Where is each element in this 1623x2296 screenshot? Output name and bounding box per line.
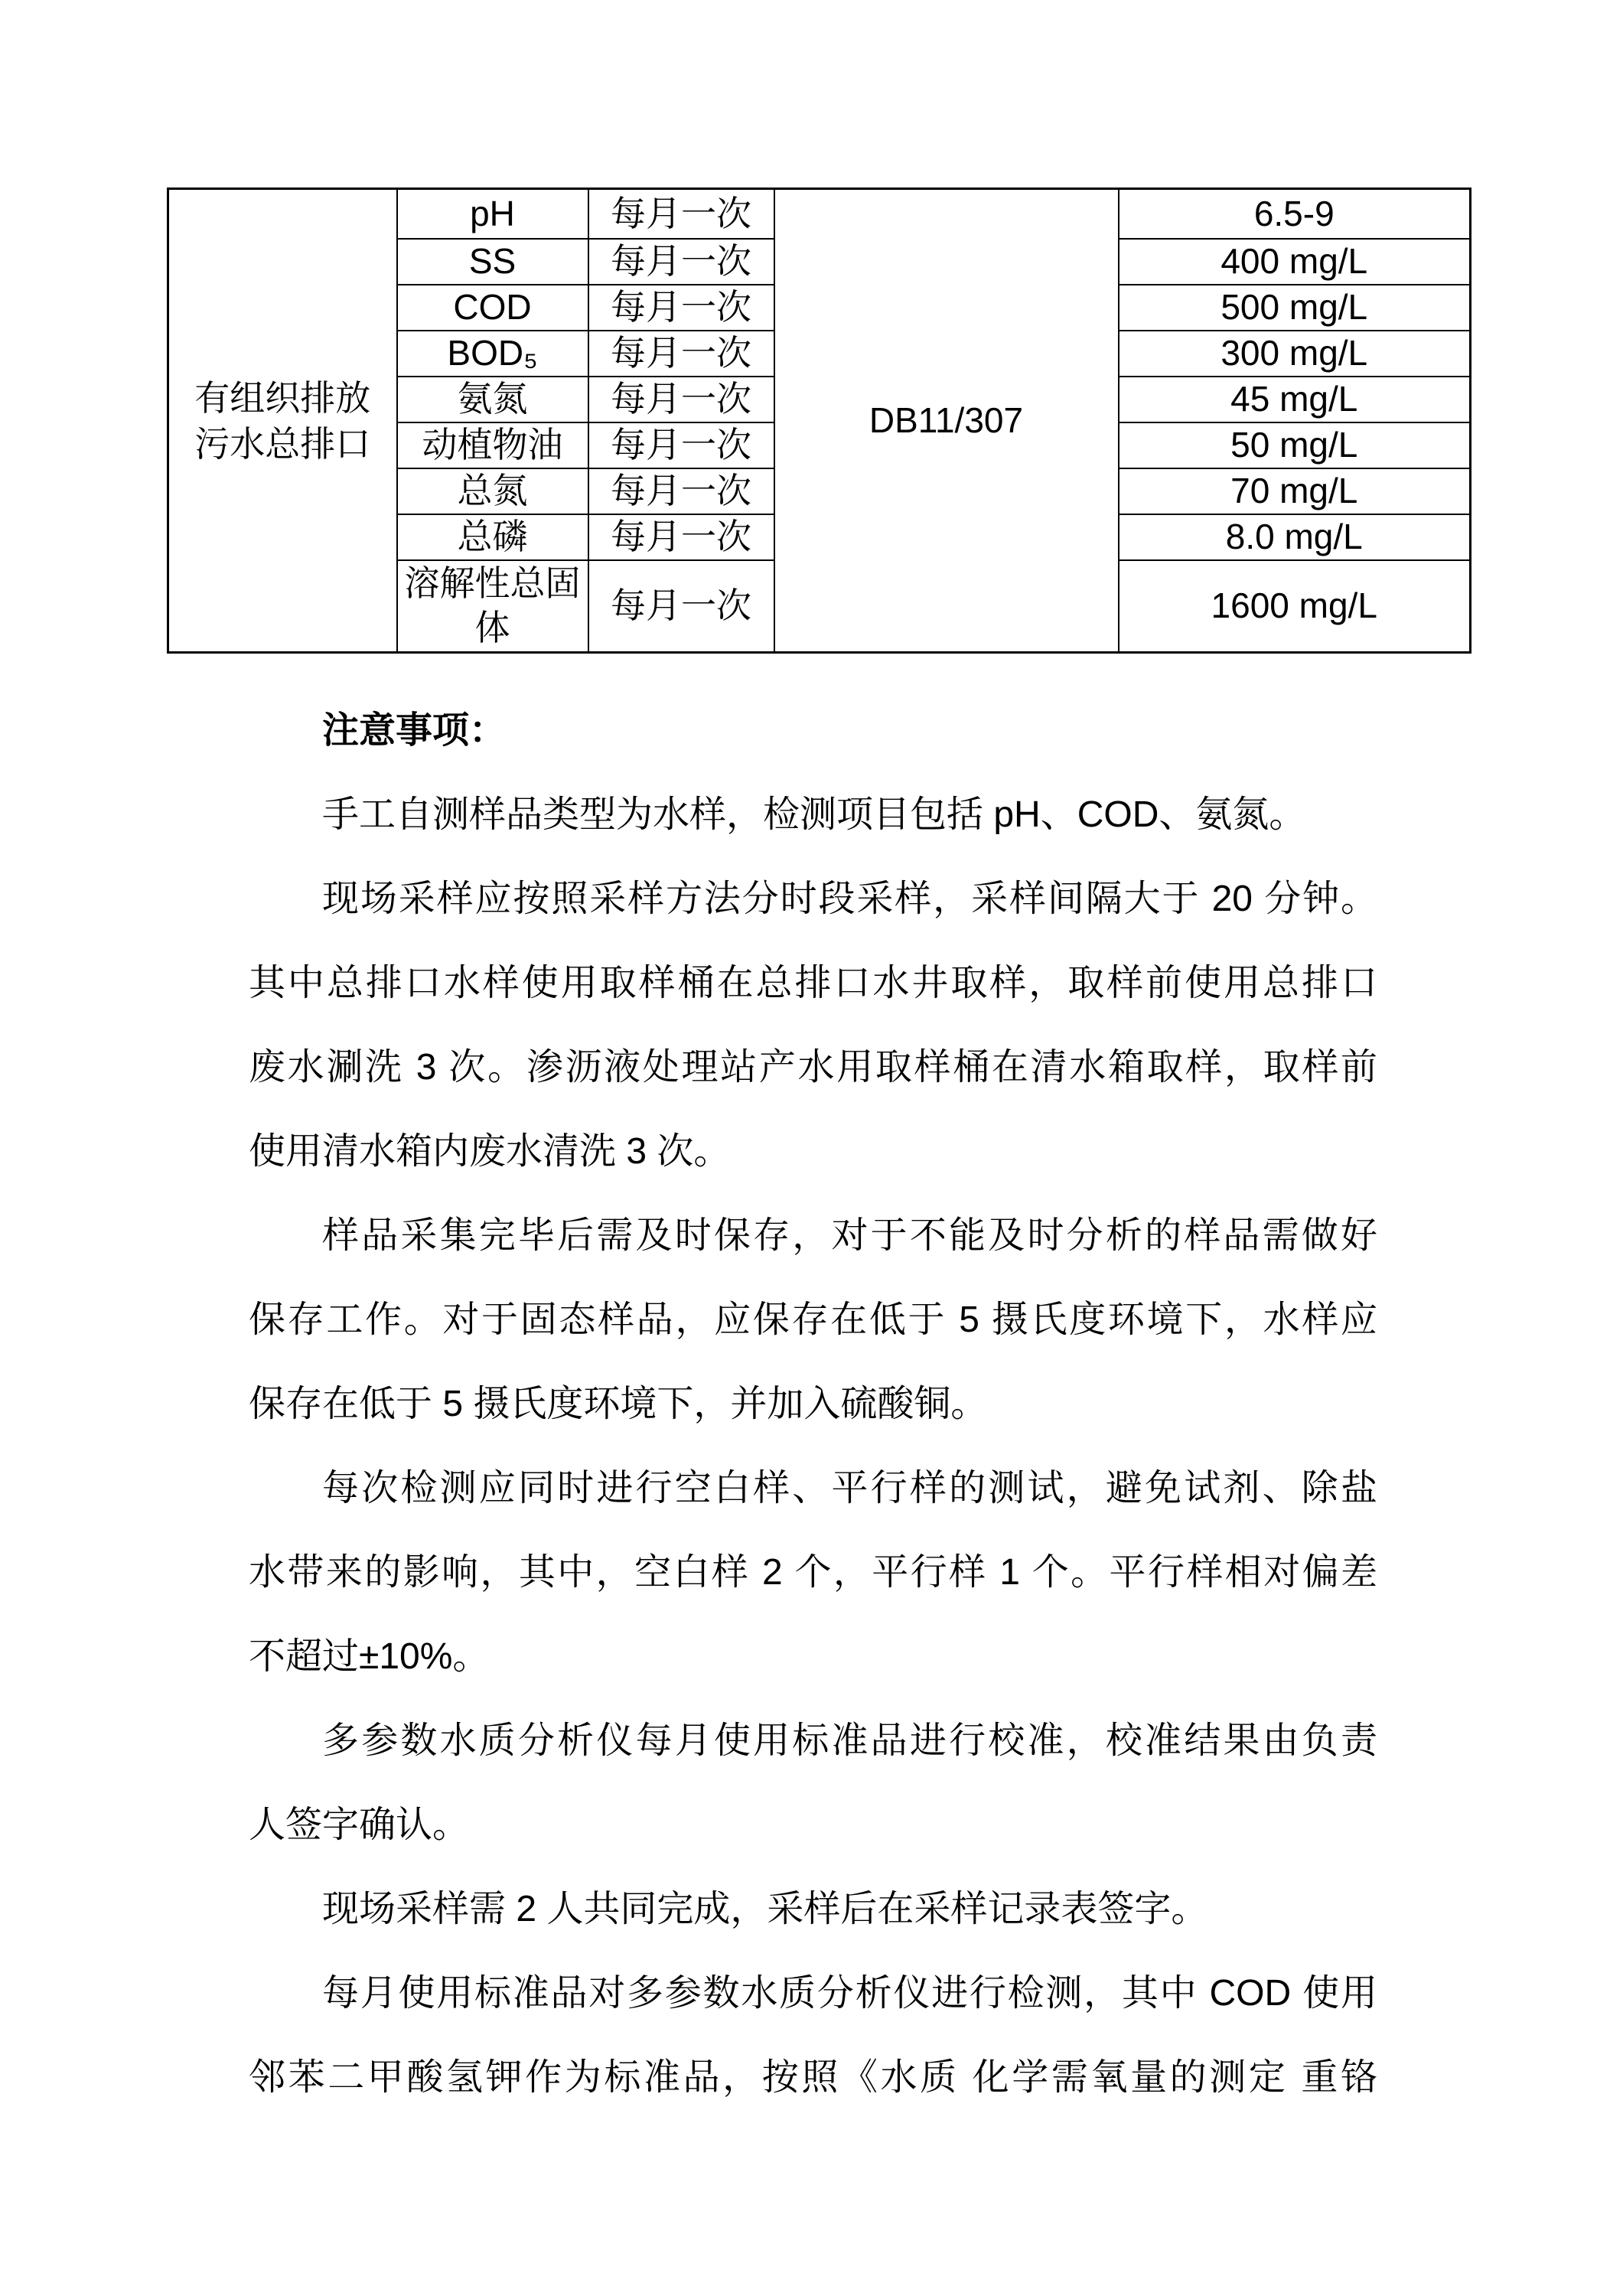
monitoring-table <box>167 188 1471 654</box>
parameter-cell: BOD₅ <box>397 331 588 377</box>
notes-line: 现场采样应按照采样方法分时段采样，采样间隔大于 20 分钟。 <box>322 879 1377 919</box>
parameter-cell: 动植物油 <box>397 422 588 468</box>
parameter-cell: SS <box>397 239 588 285</box>
outlet-label-line2: 污水总排口 <box>194 423 371 464</box>
notes-heading: 注意事项： <box>322 710 507 751</box>
notes-line: 废水涮洗 3 次。渗沥液处理站产水用取样桶在清水箱取样，取样前 <box>249 1047 1377 1088</box>
parameter-cell: pH <box>397 189 588 239</box>
parameter-cell: COD <box>397 285 588 331</box>
limit-cell: 45 mg/L <box>1119 377 1471 422</box>
notes-line: 邻苯二甲酸氢钾作为标准品，按照《水质 化学需氧量的测定 重铬 <box>249 2057 1377 2098</box>
standard-cell: DB11/307 <box>774 189 1119 653</box>
notes-line: 手工自测样品类型为水样，检测项目包括 pH、COD、氨氮。 <box>322 794 1306 835</box>
limit-cell: 6.5-9 <box>1119 189 1471 239</box>
table-row <box>168 189 1471 239</box>
limit-cell: 70 mg/L <box>1119 468 1471 514</box>
frequency-cell: 每月一次 <box>588 514 774 560</box>
limit-cell: 500 mg/L <box>1119 285 1471 331</box>
notes-line: 样品采集完毕后需及时保存，对于不能及时分析的样品需做好 <box>322 1215 1377 1256</box>
notes-line: 保存工作。对于固态样品，应保存在低于 5 摄氏度环境下，水样应 <box>249 1300 1377 1340</box>
notes-line: 不超过±10%。 <box>249 1636 490 1677</box>
notes-line: 多参数水质分析仪每月使用标准品进行校准，校准结果由负责 <box>322 1720 1377 1761</box>
notes-line: 现场采样需 2 人共同完成，采样后在采样记录表签字。 <box>322 1889 1208 1929</box>
frequency-cell: 每月一次 <box>588 468 774 514</box>
limit-cell: 300 mg/L <box>1119 331 1471 377</box>
frequency-cell: 每月一次 <box>588 422 774 468</box>
notes-line: 其中总排口水样使用取样桶在总排口水井取样，取样前使用总排口 <box>249 963 1377 1003</box>
notes-line: 人签字确认。 <box>249 1805 470 1845</box>
limit-cell: 1600 mg/L <box>1119 560 1471 653</box>
limit-cell: 8.0 mg/L <box>1119 514 1471 560</box>
notes-line: 保存在低于 5 摄氏度环境下，并加入硫酸铜。 <box>249 1384 988 1424</box>
notes-line: 每月使用标准品对多参数水质分析仪进行检测，其中 COD 使用 <box>322 1973 1377 2014</box>
notes-line: 使用清水箱内废水清洗 3 次。 <box>249 1131 731 1172</box>
frequency-cell: 每月一次 <box>588 189 774 239</box>
outlet-label-cell <box>168 189 397 653</box>
parameter-cell: 氨氮 <box>397 377 588 422</box>
parameter-cell: 总磷 <box>397 514 588 560</box>
notes-line: 每次检测应同时进行空白样、平行样的测试，避免试剂、除盐 <box>322 1468 1377 1508</box>
parameter-cell: 溶解性总固体 <box>397 560 588 653</box>
frequency-cell: 每月一次 <box>588 560 774 653</box>
outlet-label-line1: 有组织排放 <box>194 377 371 418</box>
limit-cell: 400 mg/L <box>1119 239 1471 285</box>
frequency-cell: 每月一次 <box>588 377 774 422</box>
parameter-cell: 总氮 <box>397 468 588 514</box>
limit-cell: 50 mg/L <box>1119 422 1471 468</box>
notes-line: 水带来的影响，其中，空白样 2 个，平行样 1 个。平行样相对偏差 <box>249 1552 1377 1593</box>
notes-section <box>249 689 1377 2120</box>
frequency-cell: 每月一次 <box>588 239 774 285</box>
frequency-cell: 每月一次 <box>588 331 774 377</box>
frequency-cell: 每月一次 <box>588 285 774 331</box>
